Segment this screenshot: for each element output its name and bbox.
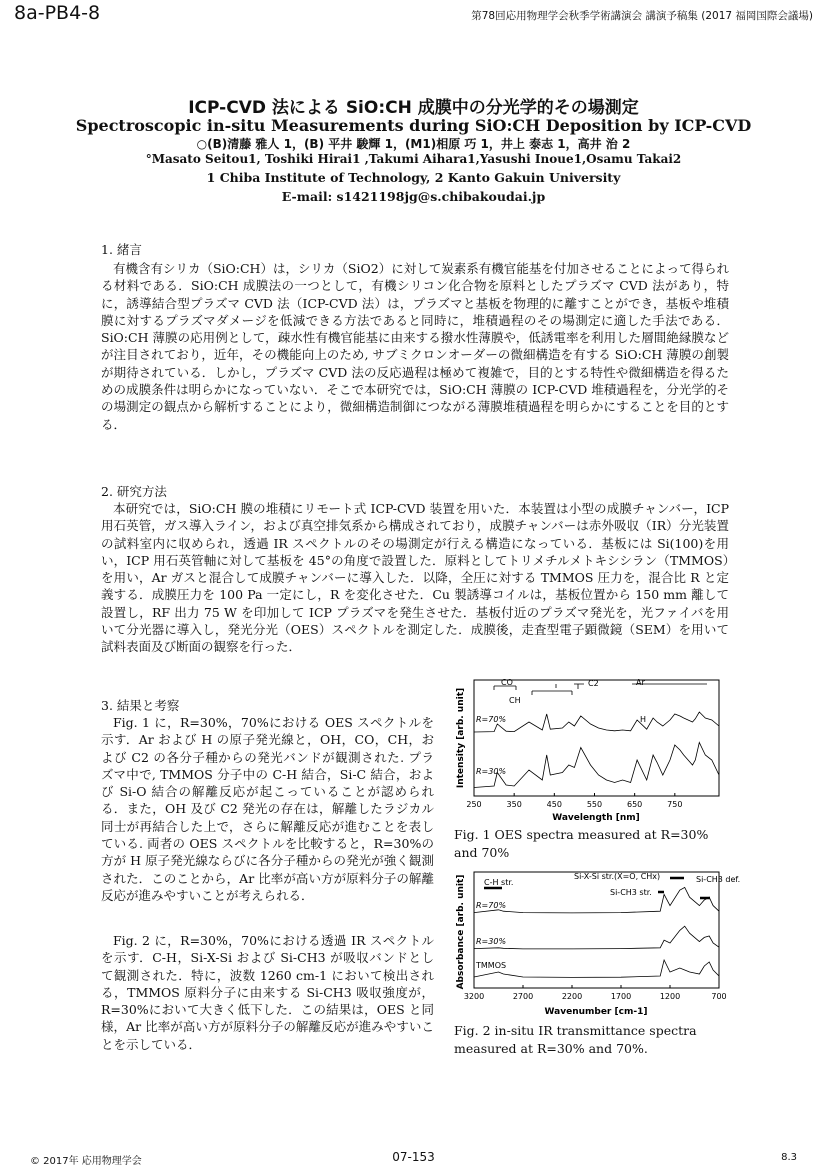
fig1-label-ar: Ar xyxy=(636,678,645,687)
results-paragraph-2: Fig. 2 に，R=30%，70%における透過 IR スペクトルを示す．C-H，Si-X-Si および Si-CH3 が吸収バンドとして観測された．特に，波数 1260 cm-1 において検出される，TMMOS 原料分子に由来する Si-CH3 吸収強度が，R=30%において大きく低下した．この結果は，OES と同様，Ar 比率が高い方が原料分子の解離反応が進みやすいことを示している． xyxy=(101,933,434,1052)
fig2-label-r70: R=70% xyxy=(476,901,507,910)
fig1-series-0 xyxy=(474,712,719,732)
fig2-ir-chart xyxy=(454,868,741,1018)
method-heading: 2. 研究方法 xyxy=(101,484,167,499)
fig1-xtick-label-4: 650 xyxy=(627,800,643,809)
fig2-band-markers xyxy=(484,878,710,898)
fig2-xtick-label-2: 2200 xyxy=(561,992,583,1001)
fig2-label-sixsi: Si-X-Si str.(X=O, CHx) xyxy=(574,872,661,881)
fig1-xlabel: Wavelength [nm] xyxy=(552,813,640,823)
title-japanese: ICP-CVD 法による SiO:CH 成膜中の分光学的その場測定 xyxy=(188,98,639,118)
session-id: 8a-PB4-8 xyxy=(14,2,101,24)
fig1-label-ch: CH xyxy=(509,696,521,705)
fig2-label-r30: R=30% xyxy=(476,937,507,946)
fig2-caption: Fig. 2 in-situ IR transmittance spectra measured at R=30% and 70%. xyxy=(454,1023,697,1056)
fig1-label-r70: R=70% xyxy=(476,715,507,724)
conference-name: 第78回応用物理学会秋季学術講演会 講演予稿集 (2017 福岡国際会議場) xyxy=(471,10,813,22)
fig1-caption: Fig. 1 OES spectra measured at R=30% and 70% xyxy=(454,827,709,860)
fig1-oes-chart xyxy=(454,672,726,822)
fig2-xtick-label-1: 2700 xyxy=(512,992,534,1001)
fig2-xlabel: Wavenumber [cm-1] xyxy=(544,1007,648,1017)
footer-copyright: © 2017年 応用物理学会 xyxy=(30,1156,142,1167)
footer-version: 8.3 xyxy=(781,1152,797,1163)
fig2-label-ch: C-H str. xyxy=(484,878,514,887)
fig2-ylabel: Absorbance [arb. unit] xyxy=(456,874,466,990)
fig2-xtick-label-4: 1200 xyxy=(659,992,681,1001)
fig1-label-r30: R=30% xyxy=(476,767,507,776)
fig1-xtick-label-0: 250 xyxy=(466,800,482,809)
fig2-series-1 xyxy=(474,926,719,949)
intro-heading: 1. 緒言 xyxy=(101,242,142,257)
fig2-frame xyxy=(474,872,719,988)
fig2-series-0 xyxy=(474,887,719,913)
fig2-label-sich3-str: Si-CH3 str. xyxy=(610,888,652,897)
results-paragraph-1: Fig. 1 に，R=30%，70%における OES スペクトルを示す．Ar および H の原子発光線と，OH，CO，CH，および C2 の各分子種からの発光バンドが観測された. プラズマ中で, TMMOS 分子中の C-H 結合，Si-C 結合，および Si-O 結合の解離反応が起こっていることが認められる．また，OH 及び C2 発光の存在は，解離したラジカル同士が再結合した上で，さらに解離反応が進むことを表している. 両者の OES スペクトルを比較すると，R=30%の方が H 原子発光線ならびに各分子種からの発光が強く観測された．このことから，Ar 比率が高い方が原料分子の解離反応が進みやすいことが考えられる． xyxy=(101,715,434,903)
email: E-mail: s1421198jg@s.chibakoudai.jp xyxy=(281,189,546,204)
fig1-xtick-label-3: 550 xyxy=(586,800,603,809)
intro-paragraph: 有機含有シリカ（SiO:CH）は，シリカ（SiO2）に対して炭素系有機官能基を付加させることによって得られる材料である．SiO:CH 成膜法の一つとして，有機シリコン化合物を原料としたプラズマ CVD 法があり，特に，誘導結合型プラズマ CVD 法（ICP-CVD 法）は，プラズマと基板を物理的に離すことができ，基板や堆積膜に対するプラズマダメージを低減できる方法であると同時に，堆積過程のその場測定に適した手法である．SiO:CH 薄膜の応用例として，疎水性有機官能基に由来する撥水性薄膜や，低誘電率を利用した層間絶縁膜などが注目されており，近年，その機能向上のため, サブミクロンオーダーの微細構造を有する SiO:CH 薄膜の創製が期待されている．しかし，プラズマ CVD 法の反応過程は極めて複雑で，目的とする特性や微細構造を得るための成膜条件は明らかになっていない．そこで本研究では，SiO:CH 薄膜の ICP-CVD 堆積過程を，分光学的その場測定の観点から解析することにより，微細構造制御につながる薄膜堆積過程を明らかにすることを目的とする． xyxy=(101,261,729,432)
fig2-label-tmmos: TMMOS xyxy=(476,961,507,970)
method-paragraph: 本研究では，SiO:CH 膜の堆積にリモート式 ICP-CVD 装置を用いた．本装置は小型の成膜チャンバー，ICP 用石英管，ガス導入ライン，および真空排気系から構成されており，成膜チャンバーは赤外吸収（IR）分光装置の試料室内に収められ，透過 IR スペクトルのその場測定が行える構造になっている．基板には Si(100)を用い，ICP 用石英管軸に対して基板を 45°の角度で設置した．原料としてトリメチルメトキシシラン（TMMOS）を用い，Ar ガスと混合して成膜チャンバーに導入した．以降，全圧に対する TMMOS 圧力を，混合比 R と定義する．成膜圧力を 100 Pa 一定にし，R を変化させた．Cu 製誘導コイルは，基板位置から 150 mm 離して設置し，RF 出力 75 W を印加して ICP プラズマを発生させた．基板付近のプラズマ発光を，光ファイバを用いて分光器に導入し，発光分光（OES）スペクトルを測定した．成膜後，走査型電子顕微鏡（SEM）を用いて試料表面及び断面の観察を行った． xyxy=(101,501,729,655)
fig2-xtick-label-5: 700 xyxy=(711,992,727,1001)
footer-page-number: 07-153 xyxy=(392,1150,435,1164)
fig1-ylabel: Intensity [arb. unit] xyxy=(456,687,466,789)
fig1-series-1 xyxy=(474,743,719,788)
fig1-xtick-label-5: 750 xyxy=(667,800,683,809)
fig1-xtick-label-1: 350 xyxy=(506,800,522,809)
affiliations: 1 Chiba Institute of Technology, 2 Kanto Gakuin University xyxy=(206,170,621,185)
fig1-band-markers xyxy=(494,684,707,695)
fig2-xtick-label-3: 1700 xyxy=(610,992,632,1001)
fig2-label-sich3-def: Si-CH3 def. xyxy=(696,875,741,884)
authors-english: °Masato Seitou1, Toshiki Hirai1 ,Takumi Aihara1,Yasushi Inoue1,Osamu Takai2 xyxy=(145,152,682,166)
results-heading: 3. 結果と考察 xyxy=(101,698,180,713)
fig1-xtick-label-2: 450 xyxy=(546,800,562,809)
fig2-xtick-label-0: 3200 xyxy=(463,992,485,1001)
fig1-label-h: H xyxy=(640,715,647,724)
title-english: Spectroscopic in-situ Measurements during SiO:CH Deposition by ICP-CVD xyxy=(75,116,752,135)
fig1-label-co: CO xyxy=(501,678,513,687)
fig1-label-c2: C2 xyxy=(588,679,599,688)
fig2-series-2 xyxy=(474,960,719,977)
authors-japanese: ○(B)清藤 雅人 1，(B) 平井 駿輝 1，(M1)相原 巧 1，井上 泰志 1，高井 治 2 xyxy=(196,137,631,151)
